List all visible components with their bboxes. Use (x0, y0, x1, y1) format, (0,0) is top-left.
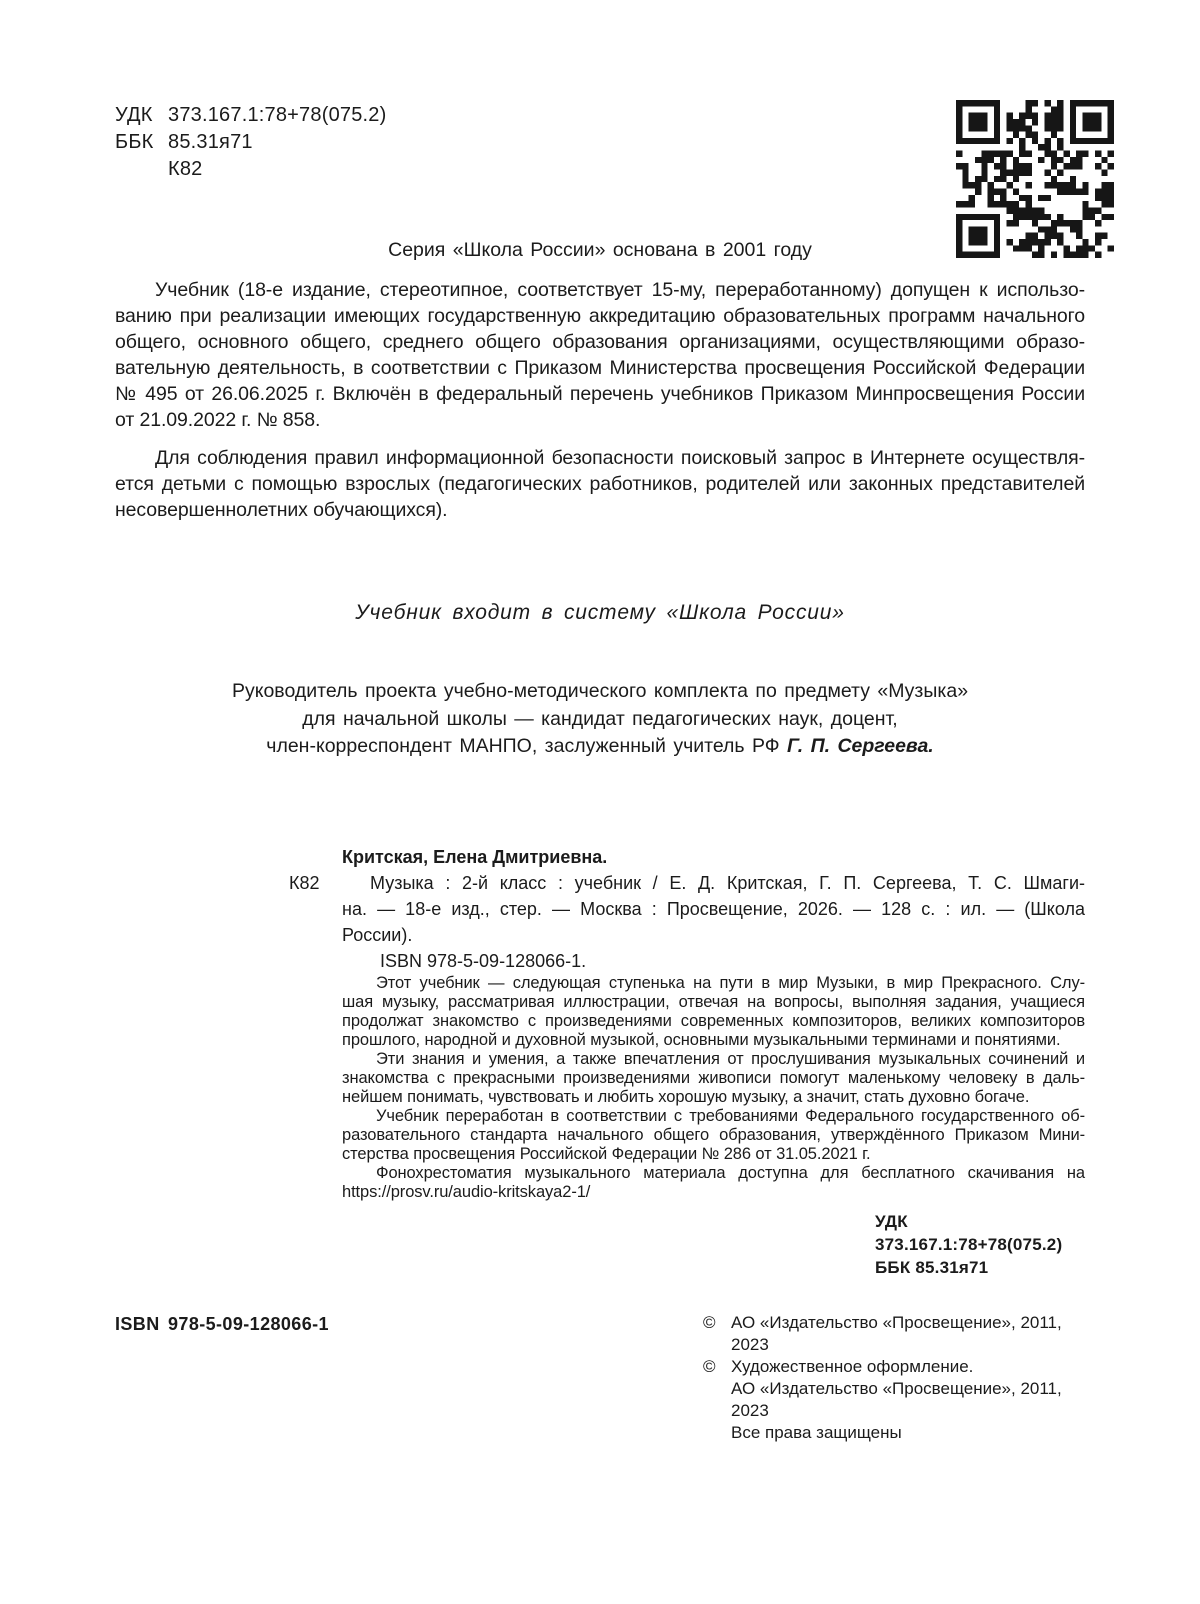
footer (115, 1312, 1085, 1442)
project-head-line-2: для начальной школы — кандидат педагогических наук, доцент, (302, 707, 898, 730)
udk-value: 373.167.1:78+78(075.2) (168, 104, 387, 126)
copyright-block (703, 1312, 1085, 1444)
bottom-udk: УДК 373.167.1:78+78(075.2) (875, 1211, 1063, 1254)
annotation-paragraph-2: Эти знания и умения, а также впечатления от прослушивания музыкальных сочинений и знакомства с прекрасными произведениями живописи помогут маленькому человеку в даль- нейшем понимать, чувствовать и любить хорошую музыку, а значит, стать духовно богаче. (342, 1049, 1085, 1106)
footer-isbn: ISBN 978-5-09-128066-1 (115, 1313, 329, 1334)
annotation-paragraph-1: Этот учебник — следующая ступенька на пути в мир Музыки, в мир Прекрасного. Слу- шая музыку, рассматривая иллюстрации, отвечая на вопросы, выполняя задания, учащиеся продолжат знакомство с произведениями современных композиторов, великих композиторов прошлого, народной и духовной музыкой, основными музыкальными терминами и понятиями. (342, 973, 1085, 1049)
copyright-symbol: © (703, 1312, 716, 1332)
card-code: К82 (289, 872, 320, 893)
copyright-text: Художественное оформление. (731, 1356, 974, 1376)
copyright-line (703, 1312, 1085, 1356)
project-head-line-1: Руководитель проекта учебно-методического комплекта по предмету «Музыка» (231, 680, 969, 702)
bbk-row (115, 129, 1085, 156)
safety-paragraph: Для соблюдения правил информационной безопасности поисковый запрос в Интернете осуществля- ется детьми с помощью взрослых (педагогических работников, родителей или законных представителей несовершеннолетних обучающихся). (115, 447, 1085, 521)
copyright-line (703, 1422, 1085, 1444)
page-content (115, 0, 1085, 1442)
udk-label: УДК (115, 104, 153, 126)
project-head-name: Г. П. Сергеева. (787, 735, 934, 757)
bottom-udk-codes (875, 1210, 1085, 1279)
annotation-paragraph-4: Фонохрестоматия музыкального материала доступна для бесплатного скачивания на https://prosv.ru/audio-kritskaya2-1/ (342, 1163, 1085, 1201)
bbk-label: ББК (115, 131, 154, 153)
copyright-text: АО «Издательство «Просвещение», 2011, 2023 (731, 1378, 1062, 1420)
book-code-row (115, 156, 1085, 183)
book-code: К82 (168, 158, 203, 180)
copyright-symbol: © (703, 1356, 716, 1376)
card-isbn-line: ISBN 978-5-09-128066-1. (380, 950, 587, 971)
copyright-line (703, 1378, 1085, 1422)
project-head-note (115, 678, 1085, 761)
admission-paragraph: Учебник (18-е издание, стереотипное, соответствует 15-му, переработанному) допущен к использо- ванию при реализации имеющих государственную аккредитацию образовательных программ начального общего, основного общего, среднего общего образования организациями, осуществляющими образо- вательную деятельность, в соответствии с Приказом Министерства просвещения Российской Федерации № 495 от 26.06.2025 г. Включён в федеральный перечень учебников Приказом Минпросвещения России от 21.09.2022 г. № 858. (115, 279, 1085, 431)
udk-bbk-block (115, 102, 1085, 183)
copyright-text: Все права защищены (731, 1422, 902, 1442)
copyright-line (703, 1356, 1085, 1378)
bottom-bbk: ББК 85.31я71 (875, 1257, 989, 1277)
series-note: Серия «Школа России» основана в 2001 году (388, 239, 812, 261)
card-author: Критская, Елена Дмитриевна. (342, 846, 608, 867)
copyright-text: АО «Издательство «Просвещение», 2011, 2023 (731, 1312, 1062, 1354)
system-note: Учебник входит в систему «Школа России» (355, 601, 845, 624)
bbk-value: 85.31я71 (168, 131, 253, 153)
bibliography: Музыка : 2-й класс : учебник / Е. Д. Критская, Г. П. Сергеева, Т. С. Шмаги- на. — 18-е изд., стер. — Москва : Просвещение, 2026. — 128 с. : ил. — (Школа России). (342, 872, 1085, 945)
project-head-line-3: член-корреспондент МАНПО, заслуженный учитель РФ Г. П. Сергеева. (266, 735, 934, 757)
catalog-card (289, 844, 1085, 1202)
annotation-paragraph-3: Учебник переработан в соответствии с требованиями Федерального государственного об- разовательного стандарта начального общего образования, утверждённого Приказом Мини- стерства просвещения Российской Федерации № 286 от 31.05.2021 г. (342, 1106, 1085, 1163)
udk-row (115, 102, 1085, 129)
